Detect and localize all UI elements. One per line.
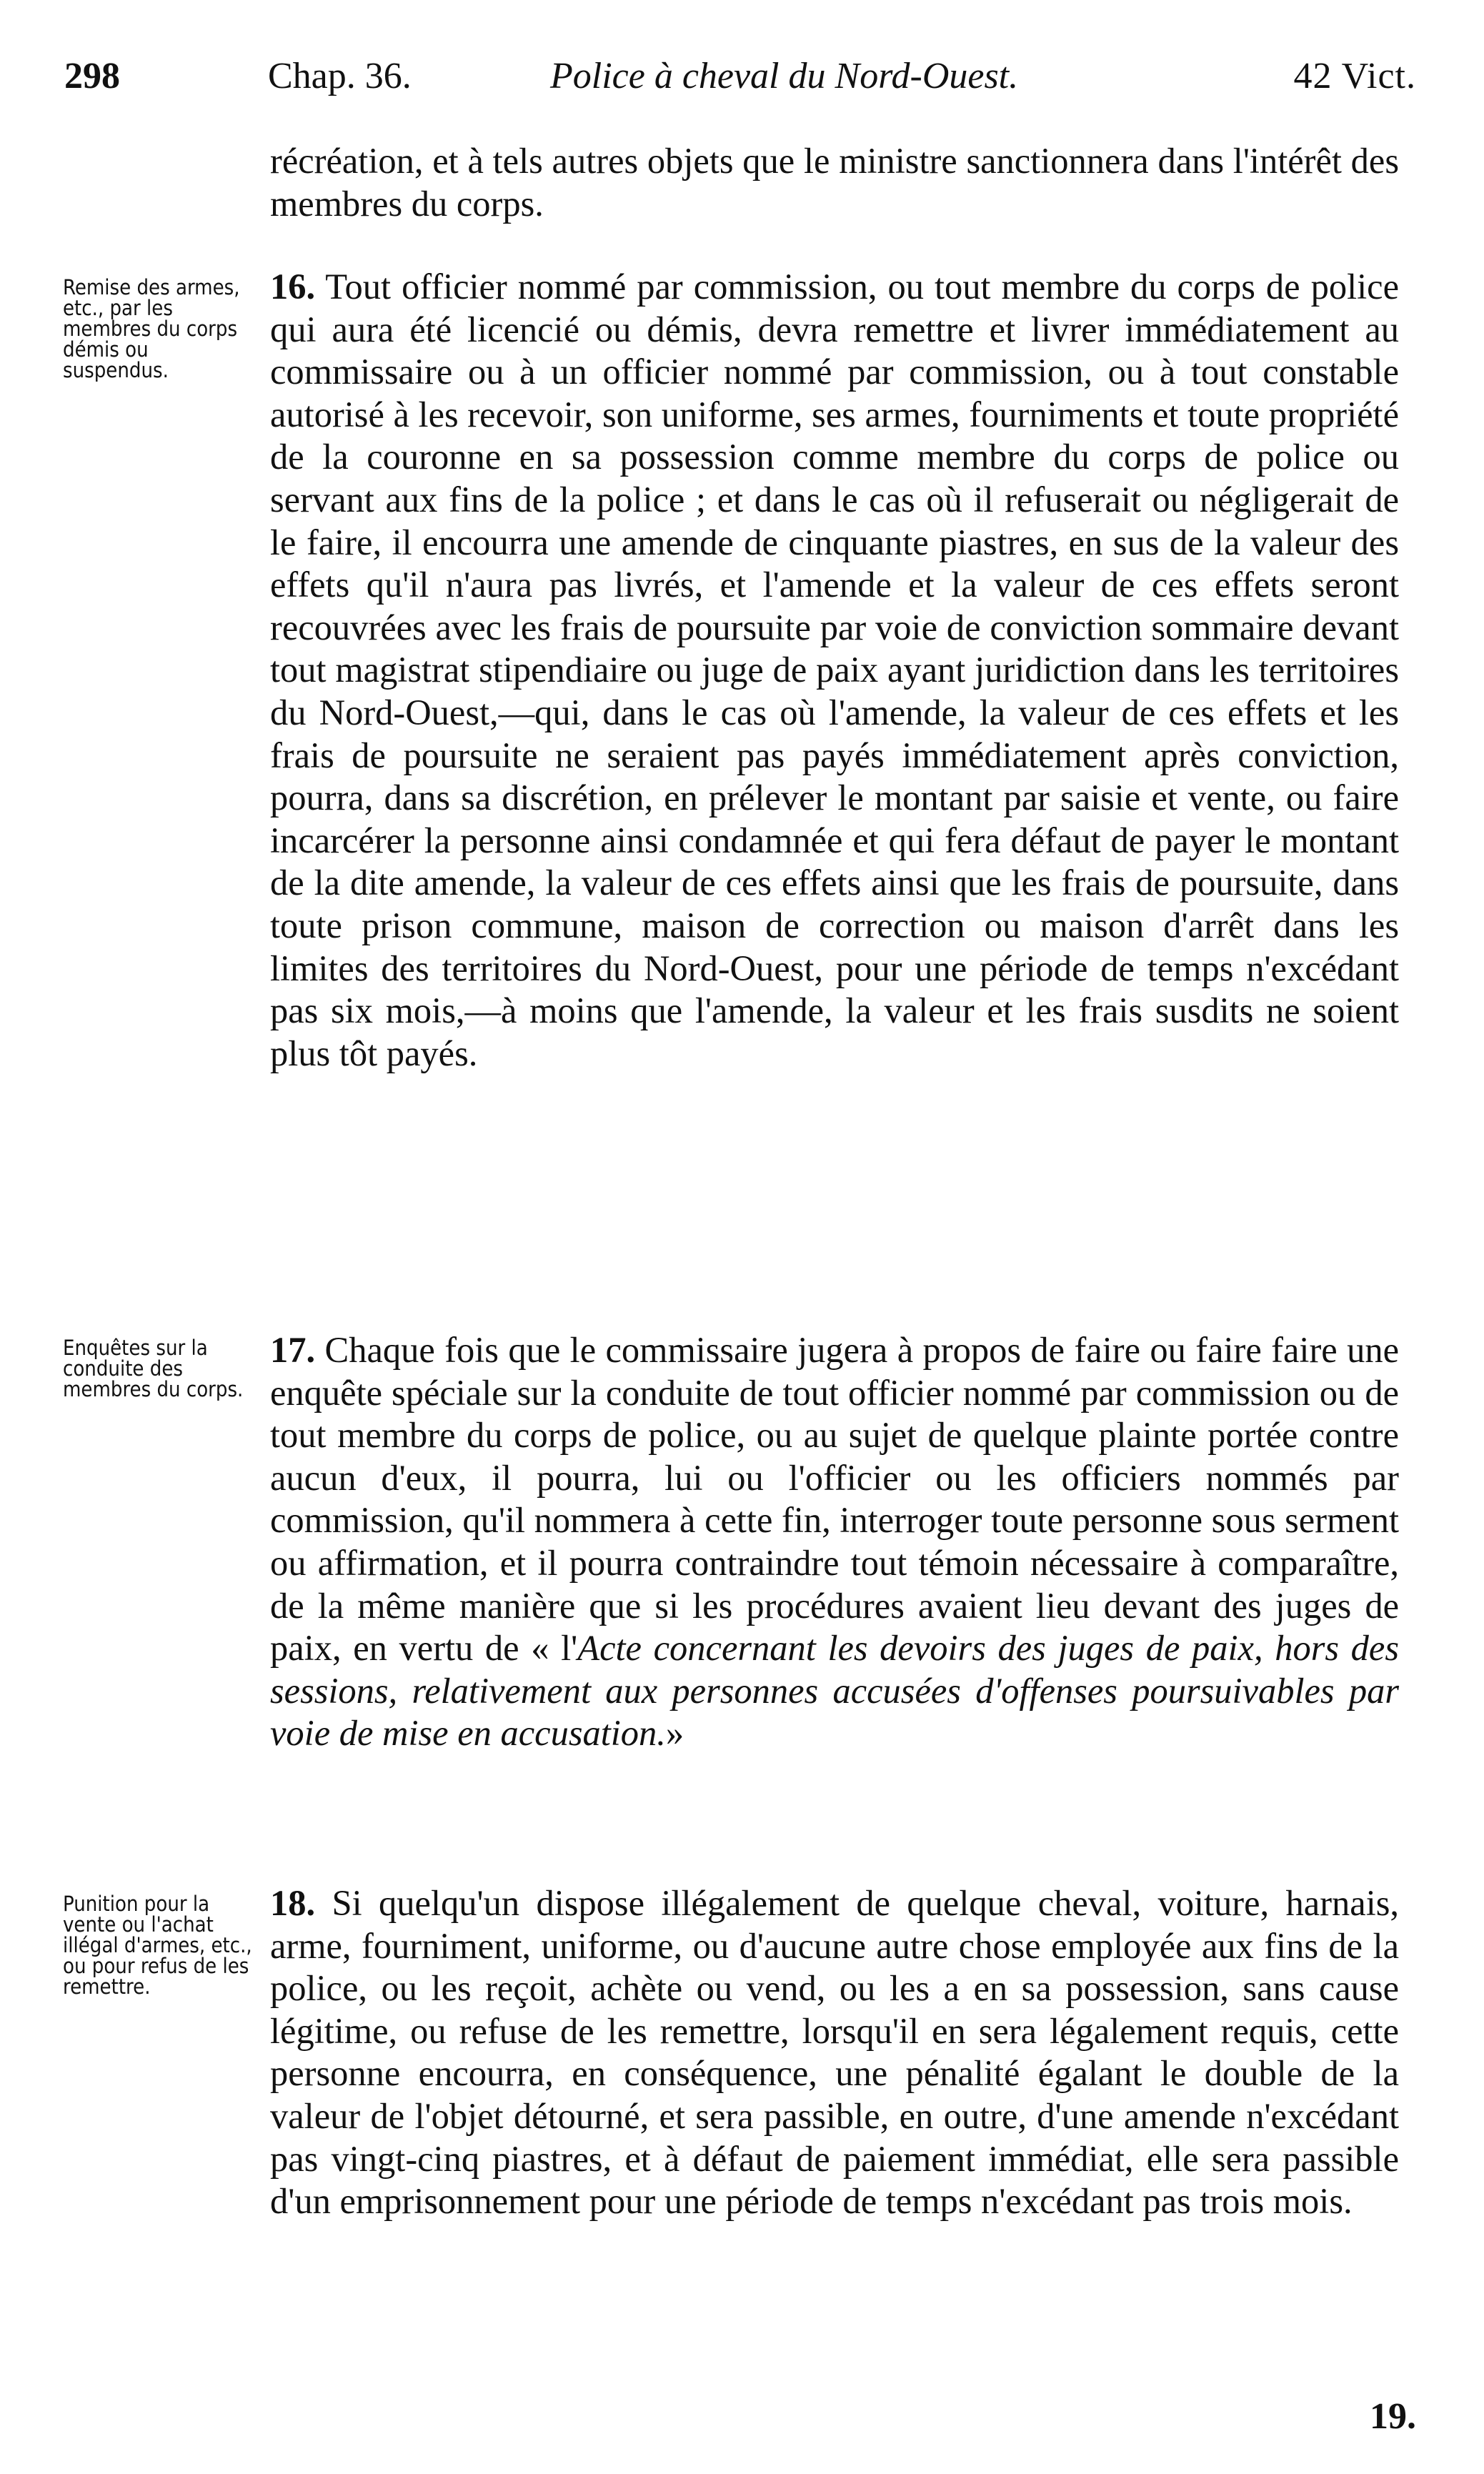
running-header xyxy=(64,51,1416,101)
section-16 xyxy=(270,266,1399,1075)
running-title: Police à cheval du Nord-Ouest. xyxy=(550,56,1019,96)
catchword: 19. xyxy=(1370,2396,1416,2437)
section-number-17: 17. xyxy=(270,1330,316,1370)
side-note-18: Punition pour la vente ou l'achat illégal d'armes, etc., ou pour refus de les remettre. xyxy=(63,1892,252,1999)
side-note-17: Enquêtes sur la conduite des membres du corps. xyxy=(63,1336,244,1401)
section-17 xyxy=(270,1329,1399,1755)
section-text-18: Si quelqu'un dispose illégalement de quelque cheval, voiture, harnais, arme, fourniment, uniforme, ou d'aucune autre chose employée aux fins de la police, ou les reçoit, achète ou vend, ou les a en sa possession, sans cause légitime, ou refuse de les remettre, lorsqu'il en sera légalement requis, cette personne encourra, en conséquence, une pénalité égalant le double de la valeur de l'objet détourné, et sera passible, en outre, d'une amende n'excédant pas vingt-cinq piastres, et à défaut de paiement immédiat, elle sera passible d'un emprisonnement pour une période de temps n'excédant pas trois mois. xyxy=(270,1883,1400,2222)
side-note-16: Remise des armes, etc., par les membres du corps démis ou suspendus. xyxy=(63,275,240,382)
section-text-17: Chaque fois que le commissaire jugera à propos de faire ou faire faire une enquête spéciale sur la conduite de tout officier nommé par commission ou de tout membre du corps de police, ou au sujet de quelque plainte portée contre aucun d'eux, il pourra, lui ou l'officier ou les officiers nommés par commission, qu'il nommera à cette fin, interroger toute personne sous serment ou affirmation, et il pourra contraindre tout témoin nécessaire à comparaître, de la même manière que si les procédures avaient lieu devant des juges de paix, en vertu de « l' xyxy=(270,1330,1399,1669)
section-number-18: 18. xyxy=(270,1883,316,1923)
page-number: 298 xyxy=(64,56,120,96)
section-number-16: 16. xyxy=(270,267,316,307)
act-title-citation: Acte concernant les devoirs des juges de paix, hors des sessions, relativement aux personnes accusées d'offenses poursuivables par voie de mise en accusation. xyxy=(270,1628,1399,1754)
closing-quote: » xyxy=(665,1713,684,1754)
section-18 xyxy=(270,1882,1399,2223)
section-text-16: Tout officier nommé par commission, ou tout membre du corps de police qui aura été licencié ou démis, devra remettre et livrer immédiatement au commissaire ou à un officier nommé par commission, ou à tout constable autorisé à les recevoir, son uniforme, ses armes, fourniments et toute propriété de la couronne en sa possession comme membre du corps de police ou servant aux fins de la police ; et dans le cas où il refuserait ou négligerait de le faire, il encourra une amende de cinquante piastres, en sus de la valeur des effets qu'il n'aura pas livrés, et l'amende et la valeur de ces effets seront recouvrées avec les frais de poursuite par voie de conviction sommaire devant tout magistrat stipendiaire ou juge de paix ayant juridiction dans les territoires du Nord-Ouest,—qui, dans le cas où l'amende, la valeur de ces effets et les frais de poursuite ne seraient pas payés immédiatement après conviction, pourra, dans sa discrétion, en prélever le montant par saisie et vente, ou faire incarcérer la personne ainsi condamnée et qui fera défaut de payer le montant de la dite amende, la valeur de ces effets ainsi que les frais de poursuite, dans toute prison commune, maison de correction ou maison d'arrêt dans les limites des territoires du Nord-Ouest, pour une période de temps n'excédant pas six mois,—à moins que l'amende, la valeur et les frais susdits ne soient plus tôt payés. xyxy=(270,267,1399,1073)
intro-paragraph: récréation, et à tels autres objets que le ministre sanctionnera dans l'intérêt des membres du corps. xyxy=(270,141,1399,224)
chapter-label: Chap. 36. xyxy=(268,56,412,96)
regnal-year: 42 Vict. xyxy=(1293,56,1416,96)
